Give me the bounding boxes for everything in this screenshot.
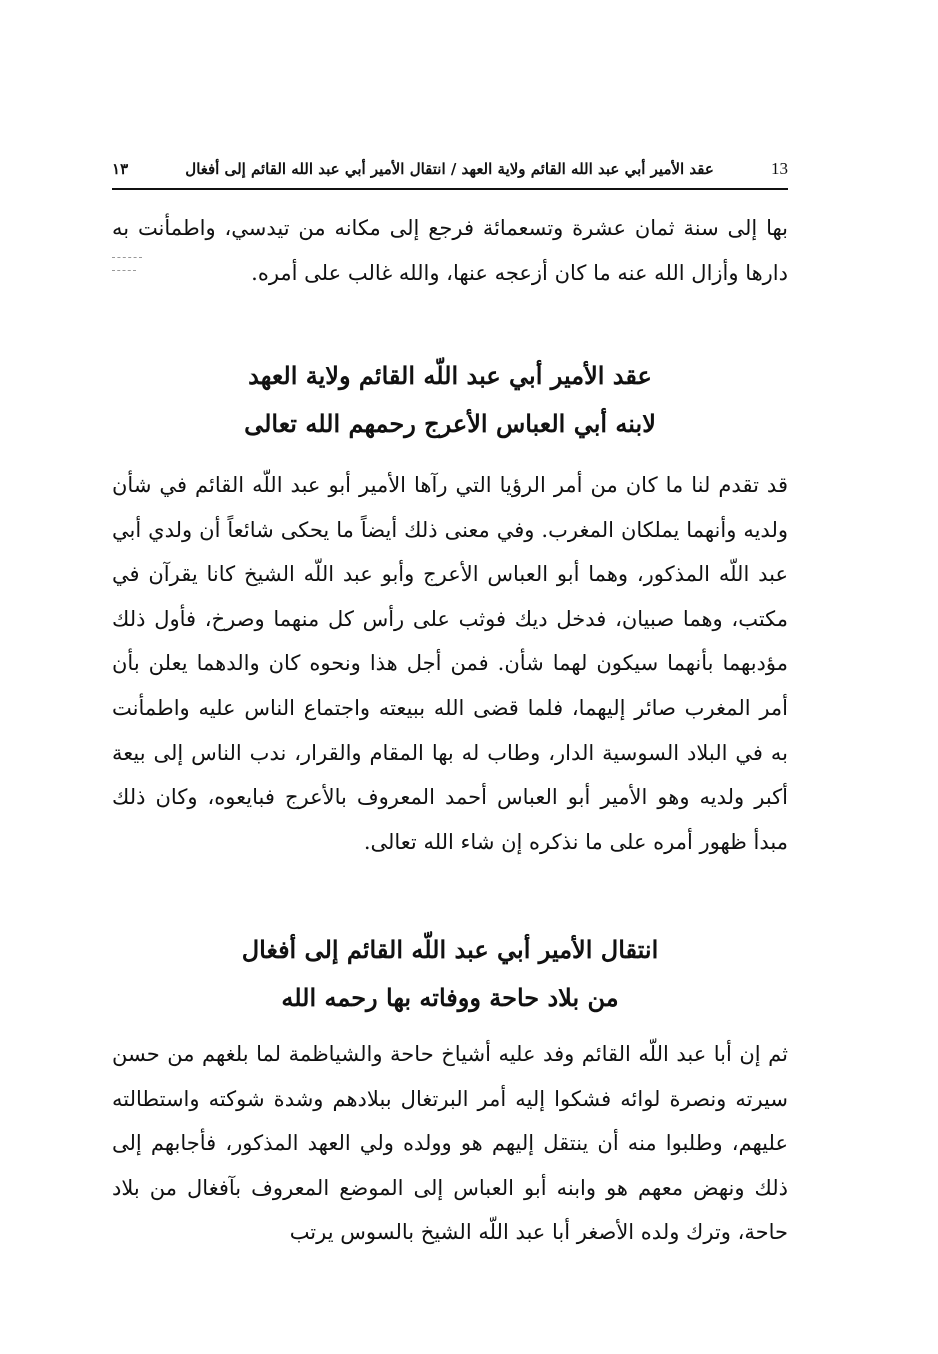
section-paragraph: قد تقدم لنا ما كان من أمر الرؤيا التي رآها الأمير أبو عبد اللّه القائم في شأن ولديه وأنهما يملكان المغرب. وفي معنى ذلك أيضاً ما يحكى شائعاً أن ولدي أبي عبد اللّه المذكور، وهما أبو العباس الأعرج وأبو عبد اللّه الشيخ كانا يقرآن في مكتب، وهما صبيان، فدخل ديك فوثب على رأس كل منهما وصرخ، فأول ذلك مؤدبهما بأنهما سيكون لهما شأن. فمن أجل هذا ونحوه كان والدهما يعلن بأن أمر المغرب صائر إليهما، فلما قضى الله ببيعته واجتماع الناس عليه واطمأنت به في البلاد السوسية الدار، وطاب له بها المقام والقرار، ندب الناس إلى بيعة أكبر ولديه وهو الأمير أبو العباس أحمد المعروف بالأعرج فبايعوه، وكان ذلك مبدأ ظهور أمره على ما نذكره إن شاء الله تعالى.: [112, 473, 788, 854]
running-header: [112, 152, 788, 186]
section-paragraph: ثم إن أبا عبد اللّه القائم وفد عليه أشياخ حاحة والشياظمة لما بلغهم من حسن سيرته ونصرة لوائه فشكوا إليه أمر البرتغال ببلادهم وشدة شوكته واستطالته عليهم، وطلبوا منه أن ينتقل إليهم هو وولده ولي العهد المذكور، فأجابهم إلى ذلك ونهض معهم هو وابنه أبو العباس إلى الموضع المعروف بآفغال من بلاد حاحة، وترك ولده الأصغر أبا عبد اللّه الشيخ بالسوس يرتب: [112, 1042, 788, 1245]
running-header-title: عقد الأمير أبي عبد الله القائم ولاية العهد / انتقال الأمير أبي عبد الله القائم إلى أفغال: [185, 160, 714, 178]
intro-paragraph: بها إلى سنة ثمان عشرة وتسعمائة فرجع إلى مكانه من تيدسي، واطمأنت به دارها وأزال الله عنه ما كان أزعجه عنها، والله غالب على أمره.: [112, 216, 788, 285]
page-number-arabic: ١٣: [112, 160, 129, 178]
section-heading: [112, 352, 788, 448]
section-heading-line: من بلاد حاحة ووفاته بها رحمه الله: [281, 983, 619, 1012]
section-heading-line: عقد الأمير أبي عبد اللّه القائم ولاية العهد: [248, 361, 652, 390]
section-heading: [112, 926, 788, 1022]
section-heading-line: لابنه أبي العباس الأعرج رحمهم الله تعالى: [244, 409, 656, 438]
header-rule: [112, 188, 788, 190]
section-heading-line: انتقال الأمير أبي عبد اللّه القائم إلى أفغال: [241, 935, 659, 964]
page-number-latin: 13: [771, 159, 788, 178]
